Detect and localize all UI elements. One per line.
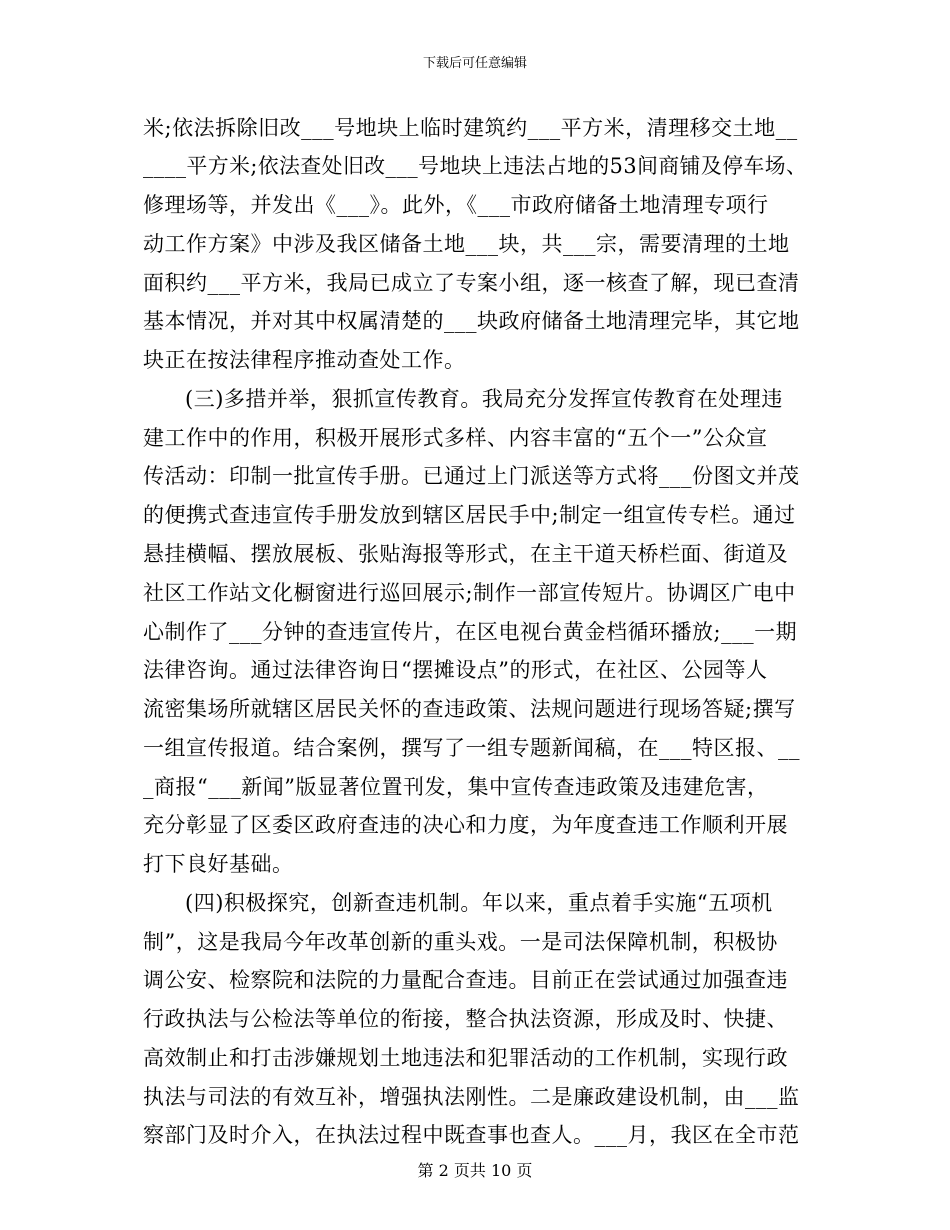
text-line: 面积约___平方米，我局已成立了专案小组，逐一核查了解，现已查清 (143, 271, 800, 295)
text-line: 社区工作站文化橱窗进行巡回展示;制作一部宣传短片。协调区广电中 (143, 581, 796, 605)
text-line: 法律咨询。通过法律咨询日“摆摊设点”的形式，在社区、公园等人 (143, 658, 768, 682)
text-line: 动工作方案》中涉及我区储备土地___块，共___宗，需要清理的土地 (143, 232, 790, 256)
text-line: 米;依法拆除旧改___号地块上临时建筑约___平方米，清理移交土地__ (143, 116, 798, 140)
text-line: 建工作中的作用，积极开展形式多样、内容丰富的“五个一”公众宣 (143, 426, 768, 450)
paragraph-heading: (四)积极探究，创新查违机制。年以来，重点着手实施“五项机 (185, 891, 773, 915)
text-line: 悬挂横幅、摆放展板、张贴海报等形式，在主干道天桥栏面、街道及 (143, 542, 788, 566)
text-line: ____平方米;依法查处旧改___号地块上违法占地的53间商铺及停车场、 (143, 154, 808, 178)
text-line: 块正在按法律程序推动查处工作。 (143, 348, 466, 372)
text-line: 执法与司法的有效互补，增强执法刚性。二是廉政建设机制，由___监 (143, 1085, 800, 1109)
text-line: 传活动：印制一批宣传手册。已通过上门派送等方式将___份图文并茂 (143, 464, 800, 488)
text-line: 打下良好基础。 (143, 852, 294, 876)
text-line: 基本情况，并对其中权属清楚的___块政府储备土地清理完毕，其它地 (143, 309, 800, 333)
text-line: 充分彰显了区委区政府查违的决心和力度，为年度查违工作顺利开展 (143, 813, 788, 837)
text-line: _商报“___新闻”版显著位置刊发，集中宣传查违政策及违建危害， (143, 775, 769, 799)
text-line: 的便携式查违宣传手册发放到辖区居民手中;制定一组宣传专栏。通过 (143, 503, 796, 527)
text-line: 修理场等，并发出《___》。此外，《___市政府储备土地清理专项行 (143, 193, 769, 217)
text-line: 察部门及时介入，在执法过程中既查事也查人。___月，我区在全市范 (143, 1123, 800, 1147)
text-line: 心制作了___分钟的查违宣传片，在区电视台黄金档循环播放;___一期 (143, 620, 798, 644)
page-header: 下载后可任意编辑 (422, 56, 527, 71)
paragraph-heading: (三)多措并举，狠抓宣传教育。我局充分发挥宣传教育在处理违 (185, 387, 783, 411)
text-line: 调公安、检察院和法院的力量配合查违。目前正在尝试通过加强查违 (143, 968, 788, 992)
text-line: 流密集场所就辖区居民关怀的查违政策、法规问题进行现场答疑;撰写 (143, 697, 796, 721)
text-line: 一组宣传报道。结合案例，撰写了一组专题新闻稿，在___特区报、__ (143, 736, 800, 760)
text-line: 行政执法与公检法等单位的衔接，整合执法资源，形成及时、快捷、 (143, 1007, 788, 1031)
text-line: 制”，这是我局今年改革创新的重头戏。一是司法保障机制，积极协 (143, 930, 778, 954)
text-line: 高效制止和打击涉嫌规划土地违法和犯罪活动的工作机制，实现行政 (143, 1046, 788, 1070)
page-footer: 第 2 页共 10 页 (417, 1161, 533, 1180)
